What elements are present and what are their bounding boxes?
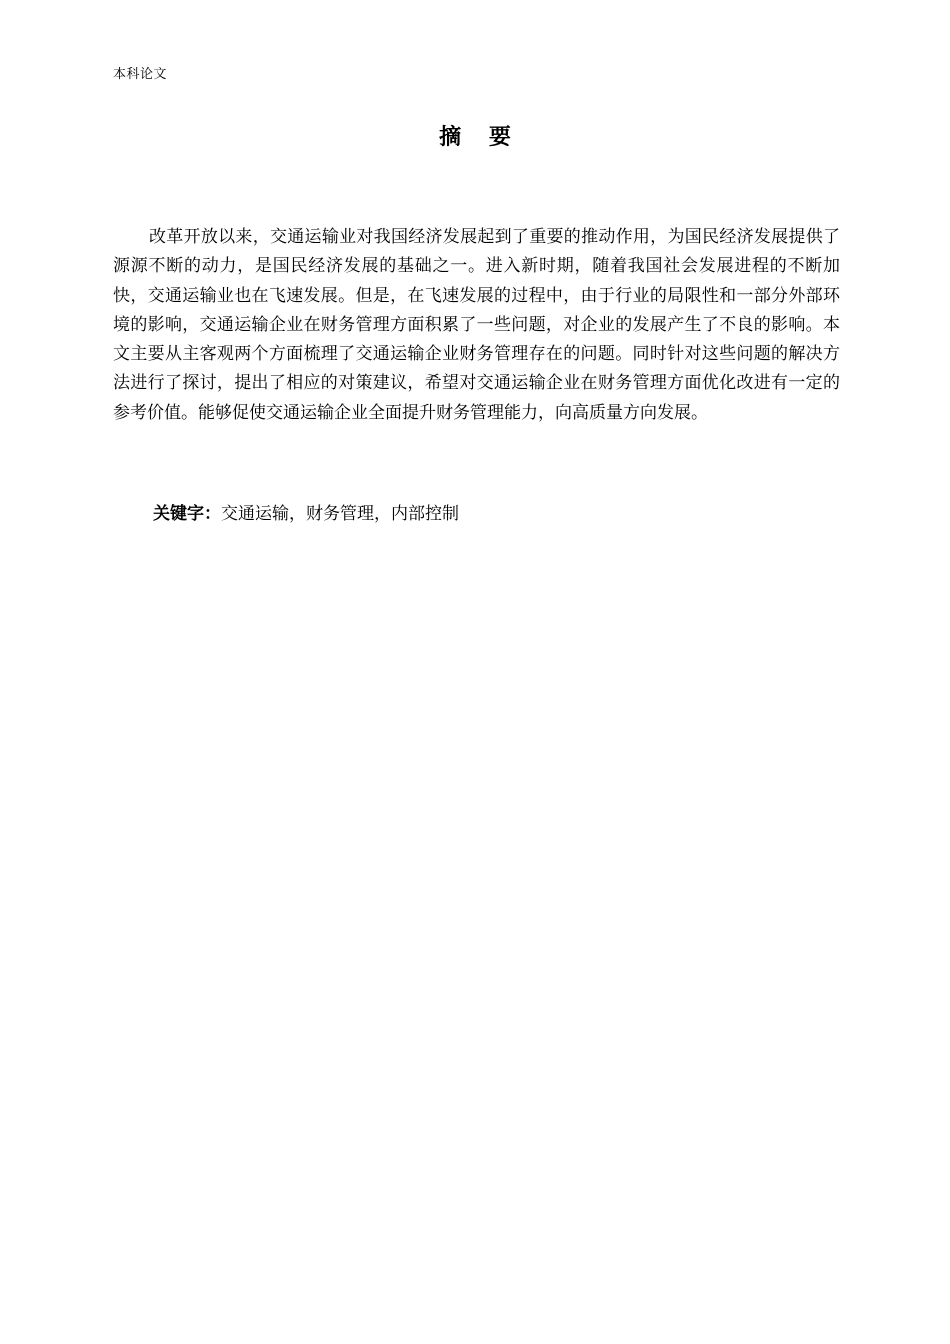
abstract-body: 改革开放以来，交通运输业对我国经济发展起到了重要的推动作用，为国民经济发展提供了源源不断的动力，是国民经济发展的基础之一。进入新时期，随着我国社会发展进程的不断加快，交通运输业也在飞速发展。但是，在飞速发展的过程中，由于行业的局限性和一部分外部环境的影响，交通运输企业在财务管理方面积累了一些问题，对企业的发展产生了不良的影响。本文主要从主客观两个方面梳理了交通运输企业财务管理存在的问题。同时针对这些问题的解决方法进行了探讨，提出了相应的对策建议，希望对交通运输企业在财务管理方面优化改进有一定的参考价值。能够促使交通运输企业全面提升财务管理能力，向高质量方向发展。 [113, 227, 840, 423]
keywords-value: 交通运输，财务管理，内部控制 [221, 504, 459, 524]
running-header: 本科论文 [113, 67, 168, 82]
keywords-line [153, 500, 459, 528]
abstract-title: 摘 要 [439, 125, 521, 150]
keywords-label: 关键字： [153, 504, 221, 524]
